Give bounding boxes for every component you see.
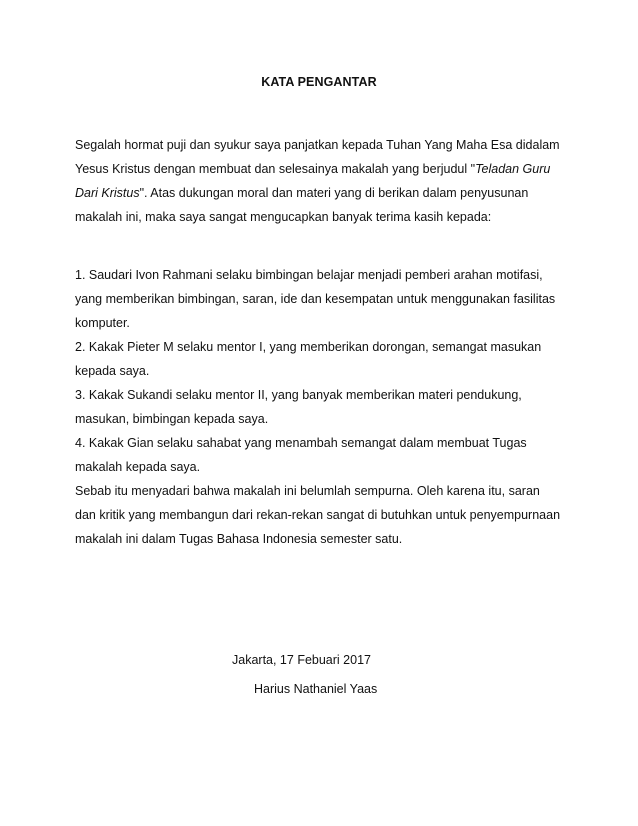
list-line: komputer. [75, 316, 130, 330]
closing-line: Sebab itu menyadari bahwa makalah ini belumlah sempurna. Oleh karena itu, saran [75, 484, 540, 498]
intro-line-1: Segalah hormat puji dan syukur saya panjatkan kepada Tuhan Yang Maha Esa didalam [75, 138, 560, 152]
signature-name: Harius Nathaniel Yaas [254, 682, 378, 696]
signature-place-date: Jakarta, 17 Febuari 2017 [232, 653, 371, 667]
book-title-part-1: Teladan Guru [475, 162, 551, 176]
closing-line: makalah ini dalam Tugas Bahasa Indonesia semester satu. [75, 532, 403, 546]
intro-line-2-text: Yesus Kristus dengan membuat dan selesainya makalah yang berjudul " [75, 162, 476, 176]
list-line: 1. Saudari Ivon Rahmani selaku bimbingan belajar menjadi pemberi arahan motifasi, [75, 268, 543, 282]
list-line: 2. Kakak Pieter M selaku mentor I, yang memberikan dorongan, semangat masukan [75, 340, 542, 354]
list-line: makalah kepada saya. [75, 460, 201, 474]
list-line: 3. Kakak Sukandi selaku mentor II, yang banyak memberikan materi pendukung, [75, 388, 522, 402]
intro-line-3 [75, 181, 575, 205]
list-line: 4. Kakak Gian selaku sahabat yang menambah semangat dalam membuat Tugas [75, 436, 527, 450]
intro-line-4: makalah ini, maka saya sangat mengucapkan banyak terima kasih kepada: [75, 210, 492, 224]
list-line: kepada saya. [75, 364, 150, 378]
intro-line-2 [75, 157, 575, 181]
intro-line-3-text: ". Atas dukungan moral dan materi yang di berikan dalam penyusunan [139, 186, 529, 200]
page-title: KATA PENGANTAR [261, 75, 377, 89]
list-line: yang memberikan bimbingan, saran, ide dan kesempatan untuk menggunakan fasilitas [75, 292, 556, 306]
closing-line: dan kritik yang membangun dari rekan-rekan sangat di butuhkan untuk penyempurnaan [75, 508, 561, 522]
book-title-part-2: Dari Kristus [75, 186, 140, 200]
list-line: masukan, bimbingan kepada saya. [75, 412, 269, 426]
paragraph-gap [75, 229, 575, 263]
document-body [75, 133, 575, 551]
